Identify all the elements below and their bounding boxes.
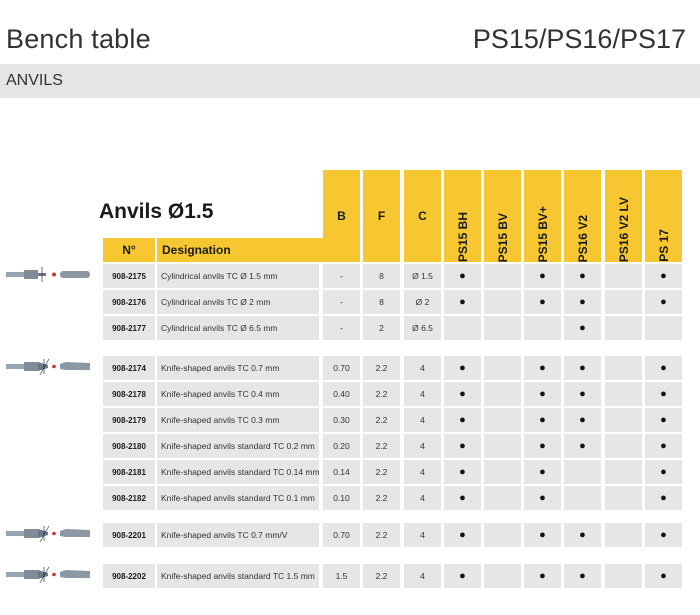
compatible-dot: ● [579,270,586,282]
compatibility-cell [484,460,521,484]
column-header-ps15-bh [444,170,481,262]
compatible-dot: ● [660,362,667,374]
value-c: 4 [404,523,441,547]
value-b: 0.70 [323,356,360,380]
compatibility-cell [605,264,642,288]
designation: Cylindrical anvils TC Ø 2 mm [157,290,319,314]
designation: Cylindrical anvils TC Ø 1.5 mm [157,264,319,288]
compatible-dot: ● [660,440,667,452]
compatibility-cell [444,564,481,588]
compatible-dot: ● [459,296,466,308]
value-c: 4 [404,564,441,588]
value-f: 2.2 [363,408,400,432]
designation: Knife-shaped anvils TC 0.3 mm [157,408,319,432]
compatible-dot: ● [539,570,546,582]
compatible-dot: ● [459,270,466,282]
compatibility-cell [605,290,642,314]
part-number: 908-2176 [103,290,155,314]
designation: Knife-shaped anvils TC 0.7 mm [157,356,319,380]
value-c: 4 [404,356,441,380]
compatibility-cell [444,486,481,510]
designation: Knife-shaped anvils TC 0.7 mm/V [157,523,319,547]
compatibility-cell [645,523,682,547]
compatible-dot: ● [539,270,546,282]
column-header-ps15-bv- [524,170,561,262]
value-f: 8 [363,290,400,314]
designation: Knife-shaped anvils standard TC 0.2 mm [157,434,319,458]
compatibility-cell [484,408,521,432]
compatibility-cell [484,434,521,458]
value-f: 2.2 [363,523,400,547]
compatibility-cell [645,564,682,588]
column-header-ps-17 [645,170,682,262]
compatible-dot: ● [459,529,466,541]
compatibility-cell [524,523,561,547]
compatibility-cell [484,486,521,510]
compatibility-cell [645,290,682,314]
compatibility-cell [444,264,481,288]
compatible-dot: ● [660,388,667,400]
compatibility-cell [605,316,642,340]
compatibility-cell [645,382,682,406]
compatibility-cell [564,486,601,510]
compatibility-cell [645,356,682,380]
compatibility-cell [524,434,561,458]
compatibility-cell [564,460,601,484]
designation: Knife-shaped anvils standard TC 0.1 mm [157,486,319,510]
column-header-ps16-v2-lv [605,170,642,262]
cylindrical-anvil-icon [6,267,94,288]
compatibility-cell [605,523,642,547]
compatible-dot: ● [459,570,466,582]
value-f: 2.2 [363,460,400,484]
value-b: - [323,290,360,314]
compatibility-cell [645,316,682,340]
value-f: 2.2 [363,434,400,458]
value-b: 0.10 [323,486,360,510]
part-number: 908-2182 [103,486,155,510]
compatibility-cell [564,316,601,340]
compatibility-cell [444,382,481,406]
compatible-dot: ● [459,440,466,452]
compatibility-cell [564,523,601,547]
compatibility-cell [444,523,481,547]
compatibility-cell [524,408,561,432]
knife-anvil-standard-icon [6,567,94,588]
value-f: 2 [363,316,400,340]
compatibility-cell [524,290,561,314]
compatibility-cell [605,460,642,484]
compatibility-cell [484,382,521,406]
compatible-dot: ● [539,388,546,400]
compatibility-cell [564,434,601,458]
compatible-dot: ● [579,362,586,374]
compatibility-cell [524,486,561,510]
part-number: 908-2175 [103,264,155,288]
compatible-dot: ● [539,414,546,426]
column-header-f: F [363,170,400,262]
compatibility-cell [484,264,521,288]
compatibility-cell [564,408,601,432]
compatibility-cell [605,486,642,510]
part-number: 908-2179 [103,408,155,432]
value-c: 4 [404,486,441,510]
section-band [0,64,700,98]
value-f: 2.2 [363,564,400,588]
compatibility-cell [605,356,642,380]
compatible-dot: ● [660,492,667,504]
column-header-number: N° [103,238,155,262]
value-c: Ø 6.5 [404,316,441,340]
compatibility-cell [605,382,642,406]
value-b: 0.70 [323,523,360,547]
value-c: Ø 1.5 [404,264,441,288]
column-header-label: PS15 BV [495,212,510,262]
compatible-dot: ● [660,414,667,426]
compatible-dot: ● [660,270,667,282]
value-f: 2.2 [363,486,400,510]
compatibility-cell [645,434,682,458]
compatible-dot: ● [579,440,586,452]
value-f: 2.2 [363,356,400,380]
compatible-dot: ● [660,570,667,582]
column-header-label: PS 17 [656,229,671,262]
compatibility-cell [484,356,521,380]
value-c: Ø 2 [404,290,441,314]
compatibility-cell [524,316,561,340]
compatible-dot: ● [579,529,586,541]
compatible-dot: ● [539,296,546,308]
compatibility-cell [645,460,682,484]
compatibility-cell [605,564,642,588]
compatible-dot: ● [539,466,546,478]
page-title: Bench table [6,24,151,54]
column-header-ps15-bv [484,170,521,262]
compatibility-cell [484,523,521,547]
compatibility-cell [484,290,521,314]
compatibility-cell [484,316,521,340]
column-header-c: C [404,170,441,262]
compatibility-cell [564,264,601,288]
compatibility-cell [444,434,481,458]
designation: Knife-shaped anvils standard TC 0.14 mm [157,460,319,484]
value-c: 4 [404,408,441,432]
designation: Knife-shaped anvils TC 0.4 mm [157,382,319,406]
compatibility-cell [605,408,642,432]
knife-anvil-icon [6,359,94,380]
value-b: 0.40 [323,382,360,406]
value-b: 0.30 [323,408,360,432]
designation: Cylindrical anvils TC Ø 6.5 mm [157,316,319,340]
value-f: 2.2 [363,382,400,406]
value-b: 1.5 [323,564,360,588]
compatibility-cell [524,382,561,406]
compatibility-cell [444,460,481,484]
section-title: ANVILS [6,72,63,89]
compatible-dot: ● [459,362,466,374]
column-header-label: PS15 BV+ [535,205,550,262]
compatible-dot: ● [539,492,546,504]
compatible-dot: ● [459,414,466,426]
compatibility-cell [564,356,601,380]
column-header-label: PS16 V2 [575,214,590,262]
part-number: 908-2202 [103,564,155,588]
table-title: Anvils Ø1.5 [99,200,214,223]
value-b: - [323,316,360,340]
compatible-dot: ● [579,388,586,400]
column-header-b: B [323,170,360,262]
compatible-dot: ● [660,296,667,308]
column-header-label: PS15 BH [455,211,470,262]
compatibility-cell [484,564,521,588]
part-number: 908-2177 [103,316,155,340]
compatibility-cell [564,382,601,406]
knife-anvil-v-icon [6,526,94,547]
designation: Knife-shaped anvils standard TC 1.5 mm [157,564,319,588]
value-f: 8 [363,264,400,288]
column-header-designation: Designation [157,238,324,262]
compatible-dot: ● [579,414,586,426]
column-header-ps16-v2 [564,170,601,262]
column-header-label: PS16 V2 LV [616,196,631,262]
compatible-dot: ● [579,570,586,582]
model-range: PS15/PS16/PS17 [472,24,686,54]
value-b: 0.14 [323,460,360,484]
part-number: 908-2180 [103,434,155,458]
value-b: - [323,264,360,288]
value-c: 4 [404,434,441,458]
compatibility-cell [645,486,682,510]
compatible-dot: ● [539,529,546,541]
part-number: 908-2201 [103,523,155,547]
value-c: 4 [404,382,441,406]
compatible-dot: ● [539,440,546,452]
value-c: 4 [404,460,441,484]
compatibility-cell [444,408,481,432]
part-number: 908-2181 [103,460,155,484]
compatible-dot: ● [579,322,586,334]
compatibility-cell [645,264,682,288]
compatibility-cell [564,290,601,314]
compatibility-cell [444,316,481,340]
compatible-dot: ● [660,529,667,541]
value-b: 0.20 [323,434,360,458]
compatible-dot: ● [539,362,546,374]
compatible-dot: ● [459,466,466,478]
compatibility-cell [564,564,601,588]
compatibility-cell [524,356,561,380]
compatible-dot: ● [459,388,466,400]
compatibility-cell [605,434,642,458]
compatibility-cell [524,564,561,588]
compatibility-cell [524,460,561,484]
compatible-dot: ● [459,492,466,504]
compatible-dot: ● [579,296,586,308]
part-number: 908-2178 [103,382,155,406]
compatibility-cell [524,264,561,288]
compatibility-cell [645,408,682,432]
compatible-dot: ● [660,466,667,478]
compatibility-cell [444,290,481,314]
compatibility-cell [444,356,481,380]
part-number: 908-2174 [103,356,155,380]
